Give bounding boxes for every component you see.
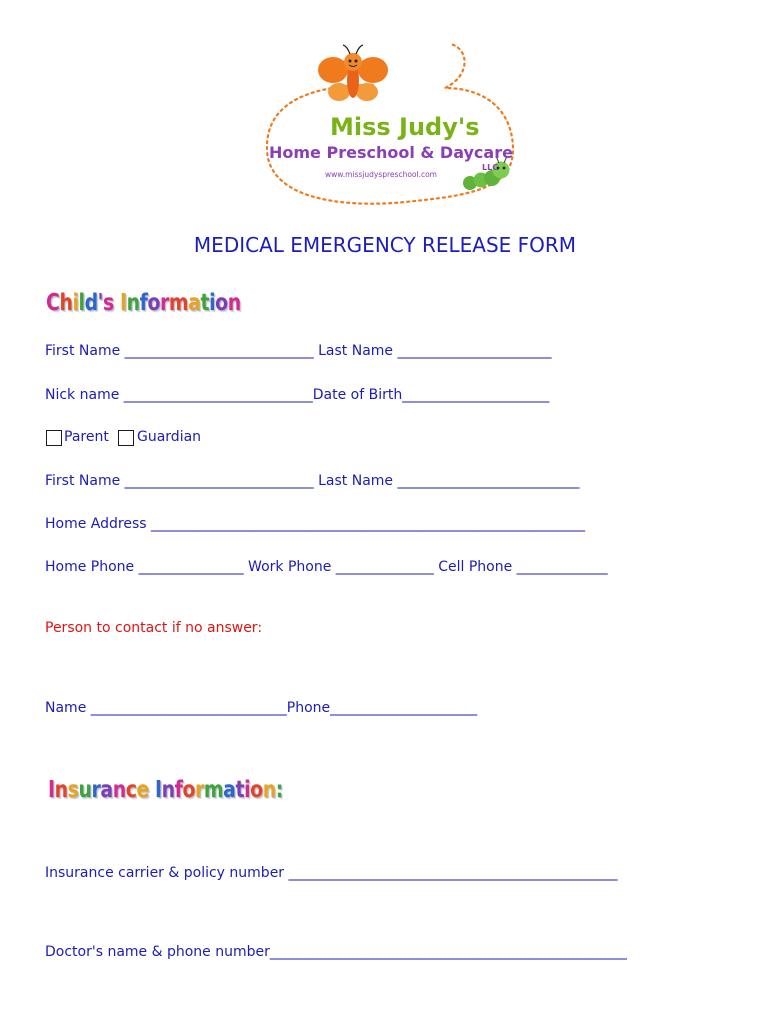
logo-name-line2: Home Preschool & Daycare	[269, 143, 513, 162]
insurance-carrier-line[interactable]: Insurance carrier & policy number _______________________________________________	[45, 865, 618, 881]
parent-checkbox[interactable]	[46, 430, 62, 446]
parent-checkbox-label: Parent	[64, 429, 109, 445]
backup-contact-prompt: Person to contact if no answer:	[45, 620, 263, 636]
logo-website: www.missjudyspreschool.com	[325, 170, 437, 179]
doctor-name-phone-line[interactable]: Doctor's name & phone number___________________________________________________	[45, 944, 627, 960]
backup-contact-name-phone-line[interactable]: Name ____________________________Phone_____________________	[45, 700, 478, 716]
child-nickname-dob-line[interactable]: Nick name ___________________________Date of Birth_____________________	[45, 387, 550, 403]
preschool-logo	[255, 40, 525, 215]
phone-numbers-line[interactable]: Home Phone _______________ Work Phone ______________ Cell Phone _____________	[45, 559, 608, 575]
child-first-last-name-line[interactable]: First Name ___________________________ Last Name ______________________	[45, 343, 552, 359]
logo-name-line1: Miss Judy's	[330, 113, 480, 141]
form-title: MEDICAL EMERGENCY RELEASE FORM	[193, 233, 577, 257]
guardian-checkbox[interactable]	[118, 430, 134, 446]
parent-first-last-name-line[interactable]: First Name ___________________________ Last Name __________________________	[45, 473, 580, 489]
home-address-line[interactable]: Home Address ______________________________________________________________	[45, 516, 585, 532]
logo-llc: LLC	[482, 163, 499, 172]
butterfly-icon	[318, 45, 388, 101]
insurance-information-heading: Insurance Information:	[48, 777, 283, 803]
childs-information-heading: Child's Information	[46, 290, 241, 316]
guardian-checkbox-label: Guardian	[137, 429, 202, 445]
